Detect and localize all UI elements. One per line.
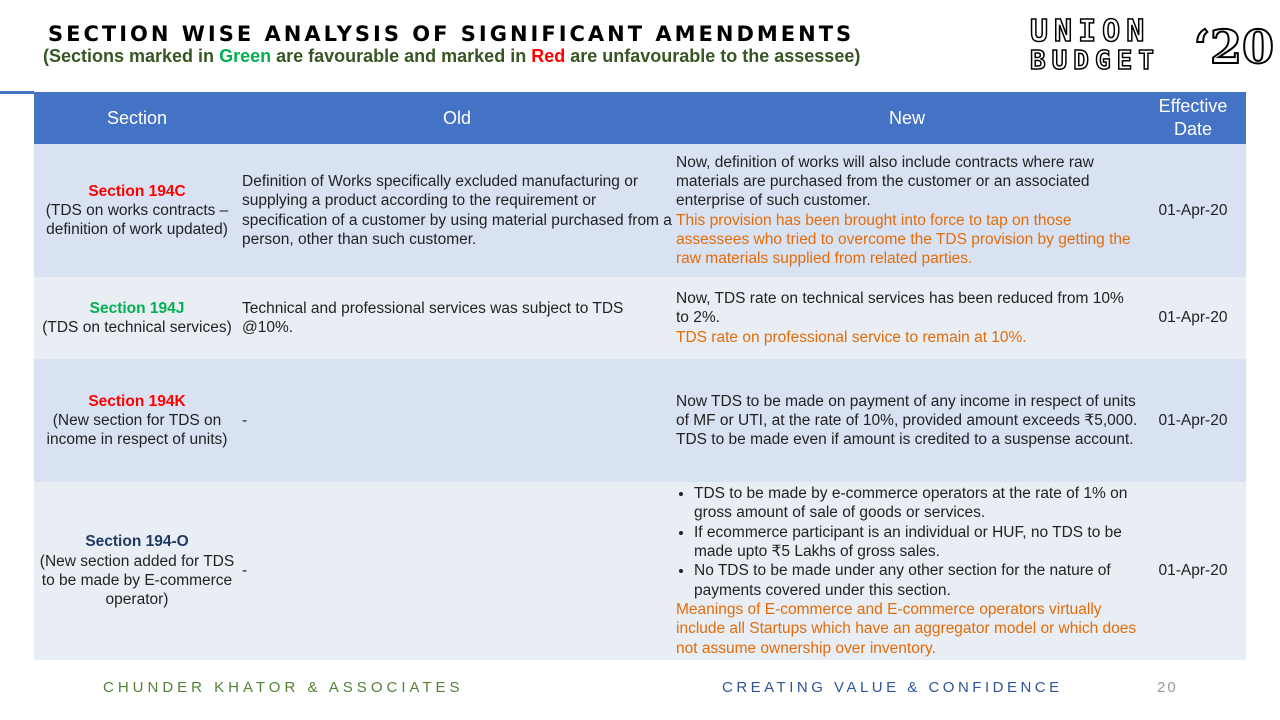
amendments-table — [34, 92, 1246, 660]
bullet-item: • No TDS to be made under any other section for the nature of payments covered under this section. — [694, 561, 1138, 600]
section-cell — [34, 482, 240, 660]
subtitle-text: are favourable and marked in — [271, 46, 532, 66]
table-header — [34, 92, 1246, 144]
section-name: Section 194J — [89, 299, 185, 317]
section-desc: (TDS on technical services) — [42, 319, 232, 336]
section-name: Section 194C — [88, 182, 186, 200]
section-desc: (New section added for TDS to be made by E-commerce operator) — [39, 552, 235, 609]
page-title: SECTION WISE ANALYSIS OF SIGNIFICANT AMENDMENTS — [48, 22, 855, 46]
old-cell: Definition of Works specifically excluded manufacturing or supplying a product according to the requirement or specification of a customer by using material purchased from a person, other than such customer. — [240, 144, 674, 277]
date-cell: 01-Apr-20 — [1140, 482, 1246, 660]
subtitle-text: (Sections marked in — [43, 46, 220, 66]
old-cell: - — [240, 359, 674, 482]
col-new: New — [674, 92, 1140, 144]
date-cell: 01-Apr-20 — [1140, 277, 1246, 359]
new-text: Now TDS to be made on payment of any income in respect of units of MF or UTI, at the rate of 10%, provided amount exceeds ₹5,000. — [676, 392, 1138, 429]
footer-firm-name: CHUNDER KHATOR & ASSOCIATES — [103, 679, 464, 696]
bullet-item: • TDS to be made by e-commerce operators at the rate of 1% on gross amount of sale of goods or services. — [694, 484, 1138, 523]
old-cell: - — [240, 482, 674, 660]
subtitle-red: Red — [531, 46, 566, 66]
table-row — [34, 144, 1246, 277]
table-row — [34, 277, 1246, 359]
col-old: Old — [240, 92, 674, 144]
bullet-list — [676, 484, 1138, 600]
new-cell — [674, 359, 1140, 482]
subtitle-green: Green — [219, 46, 272, 66]
new-text: Now, TDS rate on technical services has been reduced from 10% to 2%. — [676, 290, 1124, 327]
section-name: Section 194-O — [85, 533, 189, 551]
section-desc: (TDS on works contracts – definition of work updated) — [45, 201, 229, 239]
accent-line — [0, 91, 34, 94]
new-cell — [674, 277, 1140, 359]
union-budget-logo — [1030, 14, 1275, 76]
subtitle-text: are unfavourable to the assessee) — [565, 46, 861, 66]
date-cell: 01-Apr-20 — [1140, 144, 1246, 277]
old-cell: Technical and professional services was subject to TDS @10%. — [240, 277, 674, 359]
section-cell — [34, 144, 240, 277]
date-cell: 01-Apr-20 — [1140, 359, 1246, 482]
new-note: Meanings of E-commerce and E-commerce operators virtually include all Startups which have an aggregator model or which does not assume ownership over inventory. — [676, 600, 1137, 657]
section-cell — [34, 359, 240, 482]
section-desc: (New section for TDS on income in respect of units) — [46, 411, 228, 449]
new-note: This provision has been brought into force to tap on those assessees who tried to overcome the TDS provision by getting the raw materials supplied from related parties. — [676, 211, 1131, 268]
col-date: Effective Date — [1140, 92, 1246, 144]
section-cell — [34, 277, 240, 359]
table-row — [34, 482, 1246, 660]
bullet-item: • If ecommerce participant is an individual or HUF, no TDS to be made upto ₹5 Lakhs of gross sales. — [694, 523, 1138, 562]
new-cell — [674, 482, 1140, 660]
new-cell — [674, 144, 1140, 277]
footer-tagline: CREATING VALUE & CONFIDENCE — [722, 679, 1063, 696]
page-subtitle — [43, 46, 860, 67]
new-text: Now, definition of works will also include contracts where raw materials are purchased from the customer or an associated enterprise of such customer. — [676, 153, 1094, 210]
col-section: Section — [34, 92, 240, 144]
new-note: TDS rate on professional service to remain at 10%. — [676, 328, 1027, 346]
logo-year: ‘20 — [1194, 20, 1275, 74]
section-name: Section 194K — [88, 392, 186, 410]
logo-line1: UNION — [1030, 14, 1151, 49]
page-number: 20 — [1157, 679, 1178, 696]
table-row — [34, 359, 1246, 482]
logo-line2: BUDGET — [1030, 46, 1160, 76]
new-text: TDS to be made even if amount is credited to a suspense account. — [676, 431, 1134, 449]
